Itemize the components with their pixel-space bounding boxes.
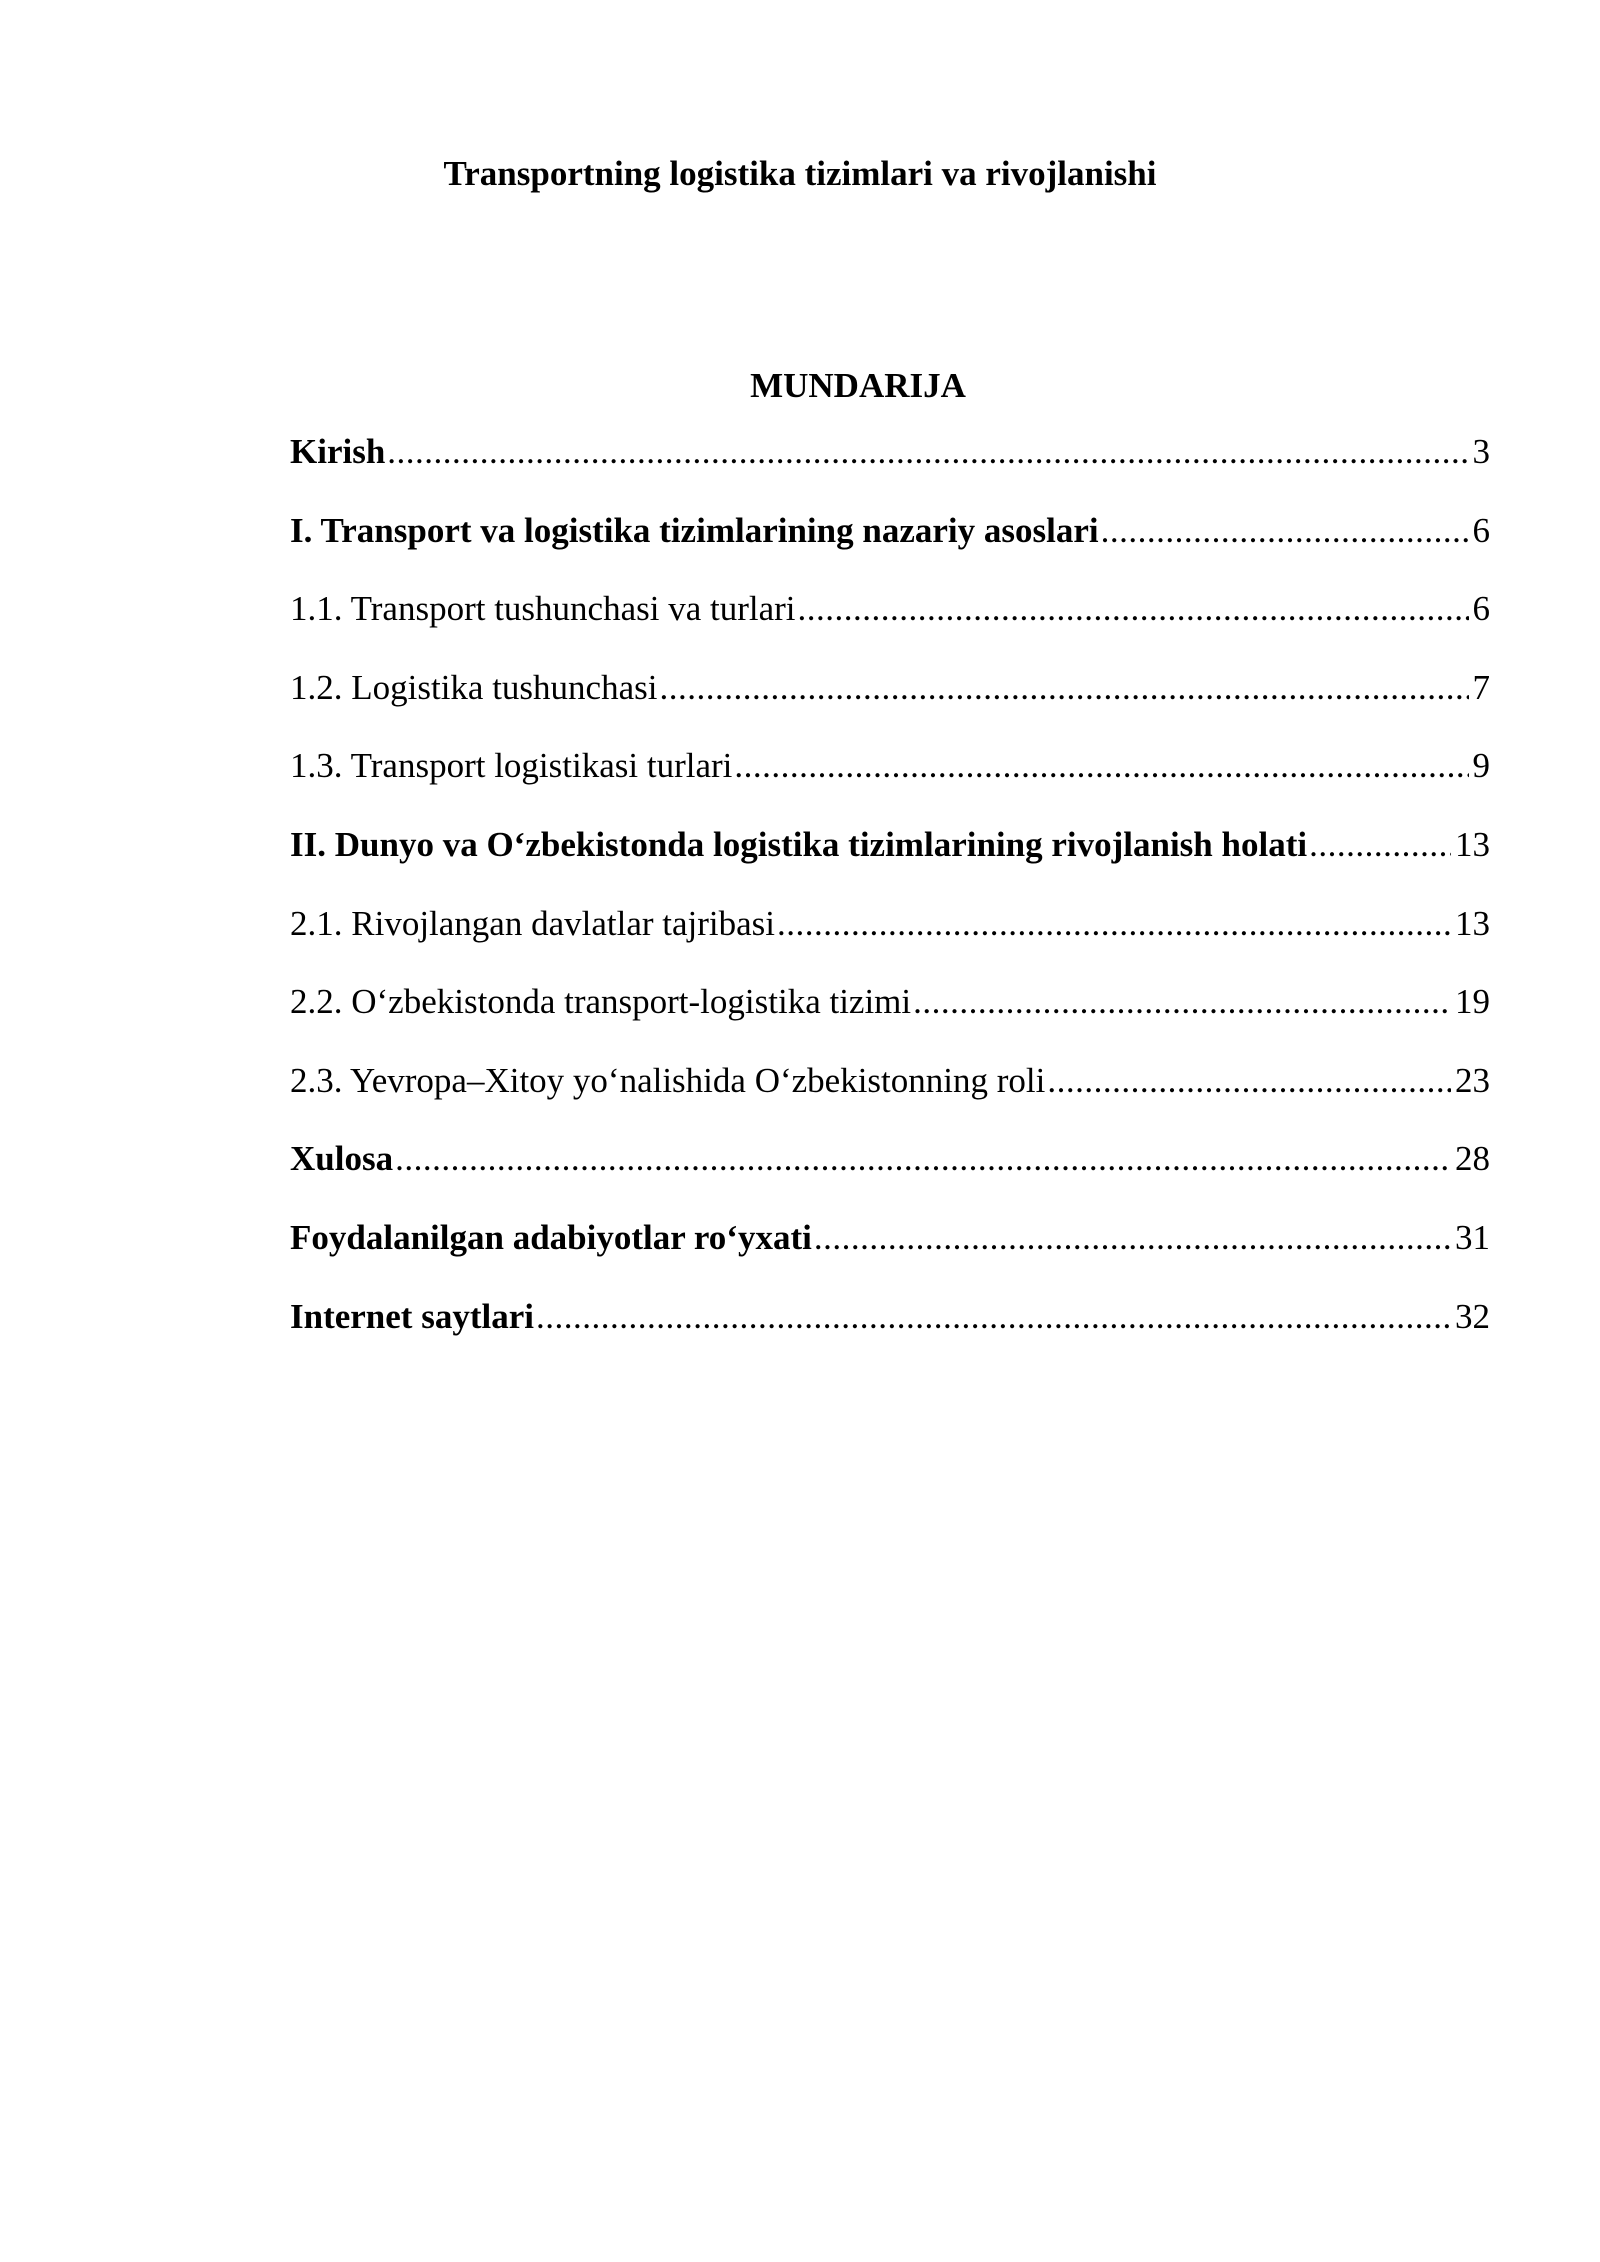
- toc-dot-leader: [814, 1210, 1451, 1266]
- toc-entry-page-number: 6: [1472, 589, 1490, 629]
- toc-entry[interactable]: [290, 660, 1490, 739]
- toc-entry-page-number: 32: [1455, 1296, 1490, 1336]
- toc-dot-leader: [798, 581, 1469, 637]
- toc-dot-leader: [913, 974, 1451, 1030]
- toc-entry-page-number: 13: [1455, 824, 1490, 864]
- toc-dot-leader: [1309, 817, 1451, 873]
- toc-entry-label: 2.3. Yevropa–Xitoy yo‘nalishida O‘zbekistonning roli: [290, 1060, 1046, 1100]
- toc-heading: MUNDARIJA: [750, 366, 966, 405]
- toc-entry-page-number: 28: [1455, 1139, 1490, 1179]
- toc-entry-page-number: 19: [1455, 982, 1490, 1022]
- table-of-contents: [290, 424, 1490, 1367]
- toc-dot-leader: [387, 424, 1468, 480]
- toc-dot-leader: [395, 1131, 1451, 1187]
- toc-entry[interactable]: [290, 896, 1490, 975]
- toc-dot-leader: [659, 660, 1468, 716]
- toc-entry[interactable]: [290, 974, 1490, 1053]
- toc-dot-leader: [1101, 503, 1469, 559]
- toc-dot-leader: [1047, 1053, 1451, 1109]
- toc-entry-label: 1.2. Logistika tushunchasi: [290, 667, 658, 707]
- toc-entry-label: Xulosa: [290, 1139, 394, 1179]
- toc-entry-label: Foydalanilgan adabiyotlar ro‘yxati: [290, 1217, 812, 1257]
- toc-entry-label: 2.2. O‘zbekistonda transport-logistika tizimi: [290, 982, 912, 1022]
- toc-entry-label: Kirish: [290, 432, 386, 471]
- toc-entry[interactable]: [290, 1131, 1490, 1210]
- toc-entry-page-number: 3: [1472, 432, 1490, 471]
- toc-entry[interactable]: [290, 424, 1490, 503]
- toc-entry-label: Internet saytlari: [290, 1296, 534, 1336]
- toc-entry[interactable]: [290, 1289, 1490, 1368]
- toc-entry[interactable]: [290, 817, 1490, 896]
- toc-entry-page-number: 6: [1472, 510, 1490, 550]
- toc-entry-label: 2.1. Rivojlangan davlatlar tajribasi: [290, 903, 776, 943]
- document-title: Transportning logistika tizimlari va rivojlanishi: [443, 154, 1157, 193]
- toc-entry-label: II. Dunyo va O‘zbekistonda logistika tizimlarining rivojlanish holati: [290, 824, 1308, 864]
- toc-entry[interactable]: [290, 581, 1490, 660]
- toc-entry[interactable]: [290, 1053, 1490, 1132]
- toc-entry-page-number: 9: [1472, 746, 1490, 786]
- toc-entry-page-number: 31: [1455, 1217, 1490, 1257]
- toc-entry[interactable]: [290, 503, 1490, 582]
- toc-entry-label: I. Transport va logistika tizimlarining nazariy asoslari: [290, 510, 1099, 550]
- toc-dot-leader: [536, 1289, 1451, 1345]
- toc-entry-label: 1.1. Transport tushunchasi va turlari: [290, 589, 796, 629]
- toc-entry-label: 1.3. Transport logistikasi turlari: [290, 746, 733, 786]
- toc-entry-page-number: 7: [1472, 667, 1490, 707]
- toc-entry[interactable]: [290, 738, 1490, 817]
- toc-entry[interactable]: [290, 1210, 1490, 1289]
- toc-entry-page-number: 13: [1455, 903, 1490, 943]
- toc-entry-page-number: 23: [1455, 1060, 1490, 1100]
- toc-dot-leader: [734, 738, 1468, 794]
- toc-dot-leader: [777, 896, 1451, 952]
